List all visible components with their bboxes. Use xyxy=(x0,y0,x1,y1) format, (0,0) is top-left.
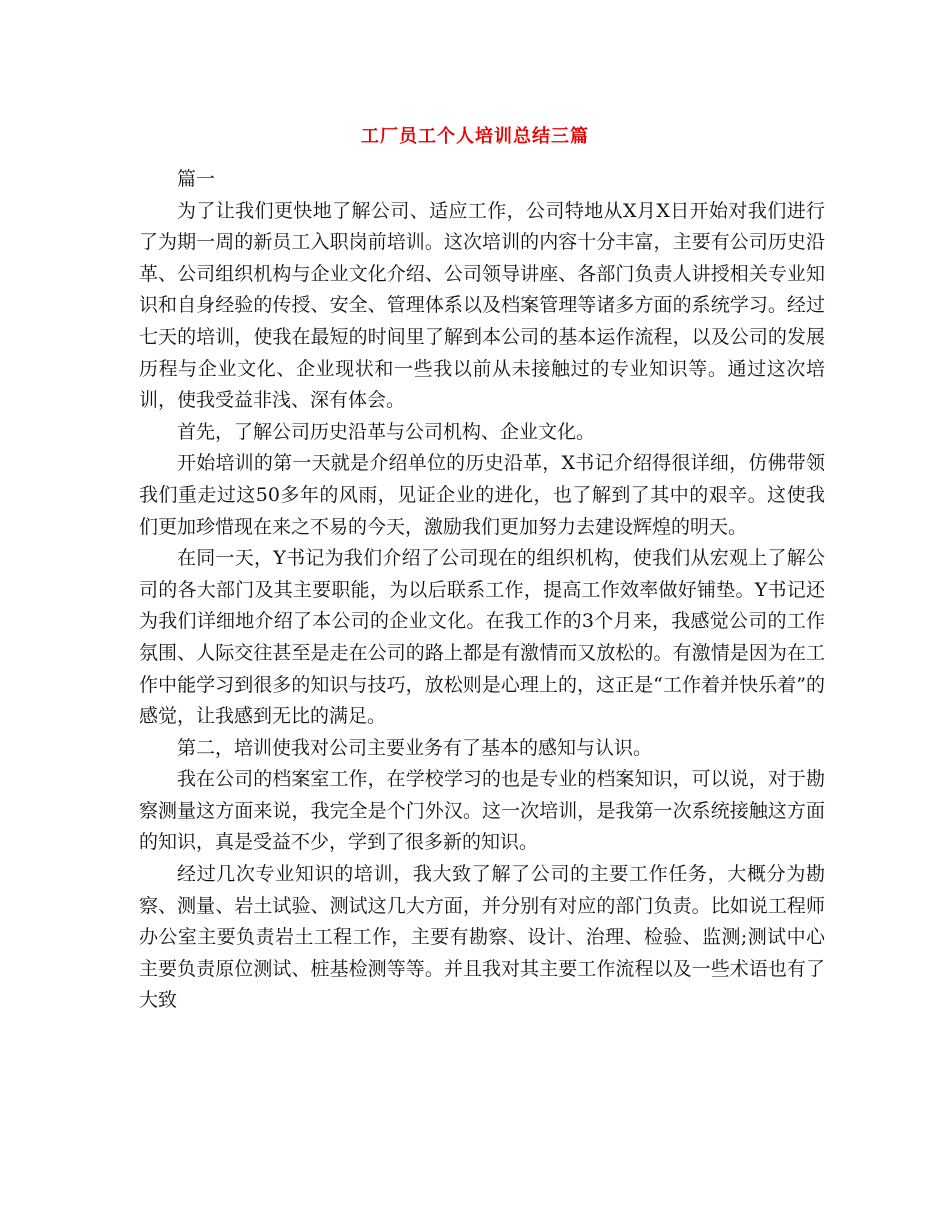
section-heading: 篇一 xyxy=(177,168,216,190)
paragraph: 首先，了解公司历史沿革与公司机构、企业文化。 xyxy=(177,420,596,443)
page-title: 工厂员工个人培训总结三篇 xyxy=(361,126,589,147)
paragraph: 为了让我们更快地了解公司、适应工作，公司特地从X月X日开始对我们进行了为期一周的新员工入职岗前培训。这次培训的内容十分丰富，主要有公司历史沿革、公司组织机构与企业文化介绍、公司领导讲座、各部门负责人讲授相关专业知识和自身经验的传授、安全、管理体系以及档案管理等诸多方面的系统学习。经过七天的培训，使我在最短的时间里了解到本公司的基本运作流程，以及公司的发展历程与企业文化、企业现状和一些我以前从未接触过的专业知识等。通过这次培训，使我受益非浅、深有体会。 xyxy=(139,199,825,412)
paragraph: 经过几次专业知识的培训，我大致了解了公司的主要工作任务，大概分为勘察、测量、岩土试验、测试这几大方面，并分别有对应的部门负责。比如说工程师办公室主要负责岩土工程工作，主要有勘察、设计、治理、检验、监测;测试中心主要负责原位测试、桩基检测等等。并且我对其主要工作流程以及一些术语也有了大致 xyxy=(139,863,825,1012)
paragraph: 在同一天，Y书记为我们介绍了公司现在的组织机构，使我们从宏观上了解公司的各大部门及其主要职能，为以后联系工作，提高工作效率做好铺垫。Y书记还为我们详细地介绍了本公司的企业文化。在我工作的3个月来，我感觉公司的工作氛围、人际交往甚至是走在公司的路上都是有激情而又放松的。有激情是因为在工作中能学习到很多的知识与技巧，放松则是心理上的，这正是“工作着并快乐着”的感觉，让我感到无比的满足。 xyxy=(139,547,825,728)
paragraph: 我在公司的档案室工作，在学校学习的也是专业的档案知识，可以说，对于勘察测量这方面来说，我完全是个门外汉。这一次培训，是我第一次系统接触这方面的知识，真是受益不少，学到了很多新的知识。 xyxy=(139,768,825,854)
document-body xyxy=(139,164,825,1017)
paragraph: 第二，培训使我对公司主要业务有了基本的感知与认识。 xyxy=(177,736,653,759)
paragraph: 开始培训的第一天就是介绍单位的历史沿革，X书记介绍得很详细，仿佛带领我们重走过这50多年的风雨，见证企业的进化，也了解到了其中的艰辛。这使我们更加珍惜现在来之不易的今天，激励我们更加努力去建设辉煌的明天。 xyxy=(139,452,825,538)
